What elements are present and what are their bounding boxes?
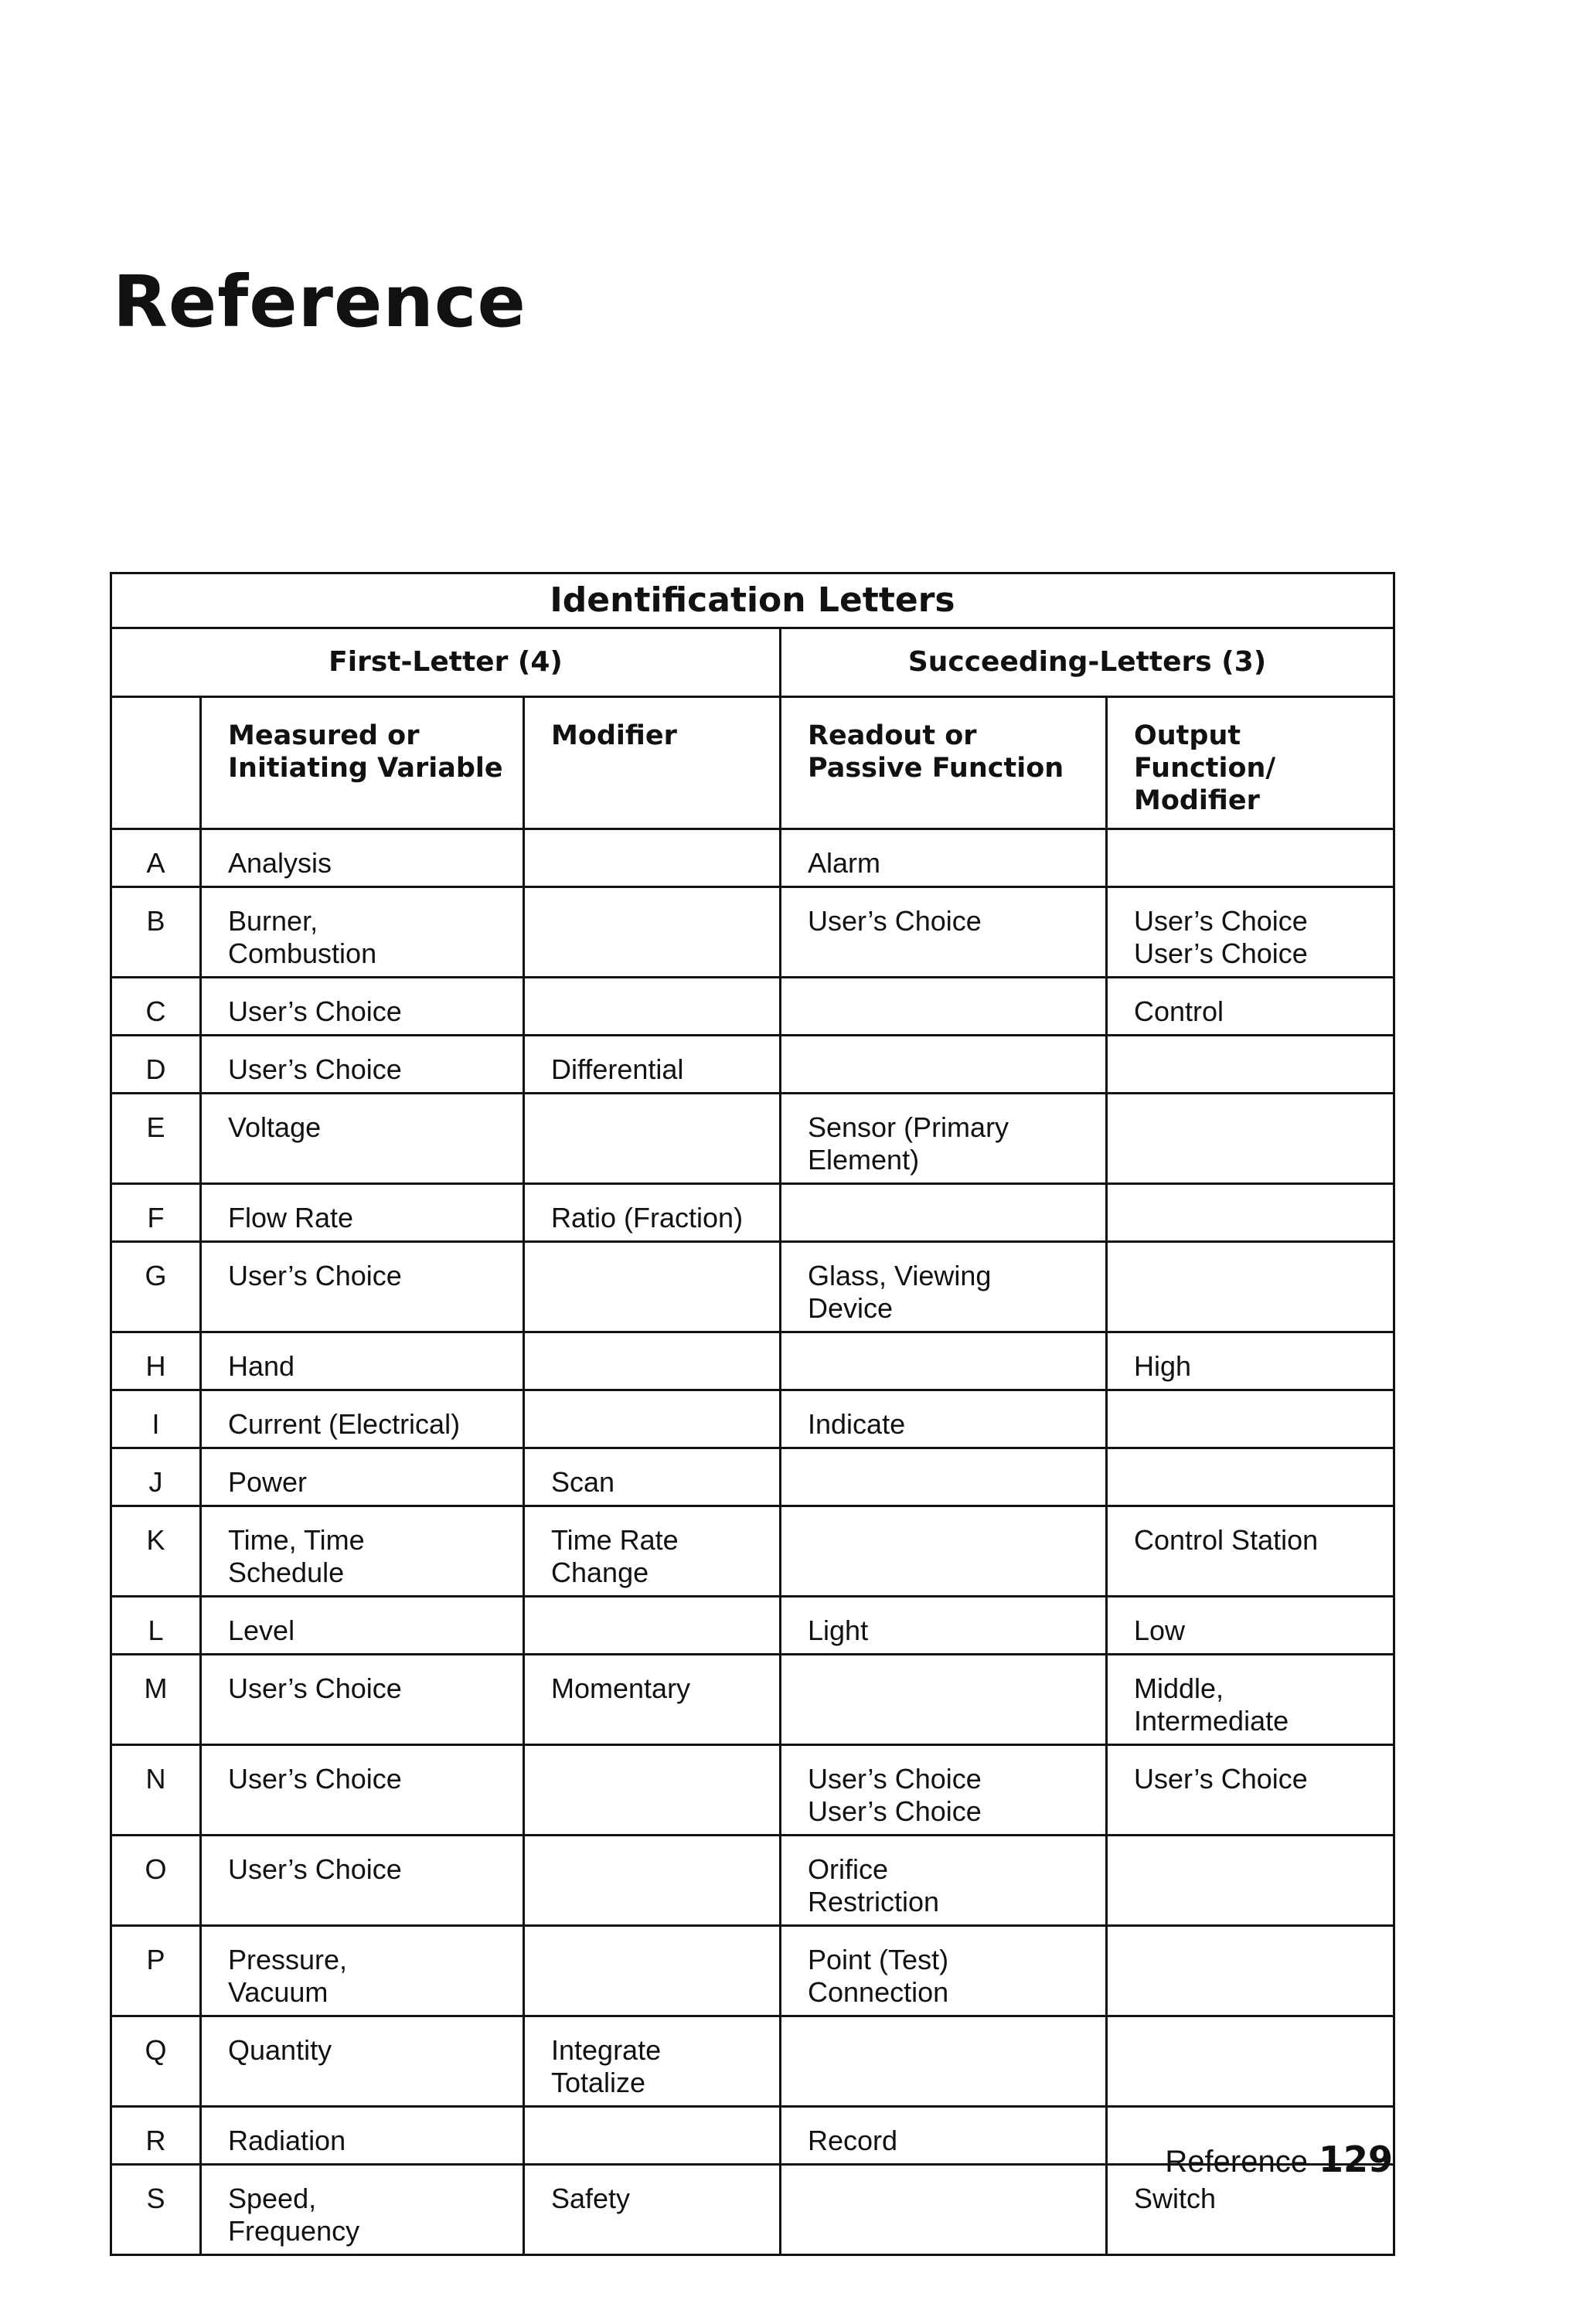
cell-measured-variable: Power	[201, 1448, 524, 1506]
cell-letter: H	[111, 1332, 201, 1390]
cell-letter: D	[111, 1036, 201, 1094]
cell-output-function: Switch	[1107, 2165, 1394, 2255]
cell-modifier	[524, 829, 781, 887]
table-row	[111, 978, 1394, 1036]
cell-letter: B	[111, 887, 201, 978]
cell-modifier	[524, 978, 781, 1036]
cell-readout	[781, 978, 1107, 1036]
cell-output-function	[1107, 1926, 1394, 2016]
cell-modifier	[524, 887, 781, 978]
cell-modifier: Ratio (Fraction)	[524, 1184, 781, 1242]
table-row	[111, 1390, 1394, 1448]
cell-readout	[781, 1506, 1107, 1597]
cell-modifier	[524, 1597, 781, 1655]
table-row	[111, 1036, 1394, 1094]
cell-modifier: Differential	[524, 1036, 781, 1094]
cell-letter: J	[111, 1448, 201, 1506]
cell-readout	[781, 1448, 1107, 1506]
cell-modifier: Integrate Totalize	[524, 2016, 781, 2107]
page-footer	[1165, 2141, 1393, 2180]
cell-measured-variable: User’s Choice	[201, 1745, 524, 1836]
cell-letter: N	[111, 1745, 201, 1836]
table-row	[111, 1926, 1394, 2016]
cell-output-function	[1107, 1448, 1394, 1506]
table-row	[111, 887, 1394, 978]
cell-output-function: Control	[1107, 978, 1394, 1036]
table-row	[111, 1332, 1394, 1390]
cell-output-function	[1107, 1184, 1394, 1242]
table-caption: Identification Letters	[111, 573, 1394, 628]
cell-output-function: User’s Choice User’s Choice	[1107, 887, 1394, 978]
group-header-succeeding-letters: Succeeding-Letters (3)	[781, 628, 1394, 697]
cell-readout: Glass, Viewing Device	[781, 1242, 1107, 1332]
cell-modifier	[524, 1926, 781, 2016]
table-row	[111, 1597, 1394, 1655]
cell-readout	[781, 1184, 1107, 1242]
page-number: 129	[1318, 2139, 1393, 2180]
cell-modifier: Momentary	[524, 1655, 781, 1745]
cell-readout	[781, 1036, 1107, 1094]
cell-letter: E	[111, 1094, 201, 1184]
column-header-readout: Readout or Passive Function	[781, 697, 1107, 829]
cell-letter: I	[111, 1390, 201, 1448]
identification-letters-table	[110, 572, 1395, 2256]
cell-modifier	[524, 1332, 781, 1390]
table-row	[111, 1506, 1394, 1597]
column-header-modifier: Modifier	[524, 697, 781, 829]
cell-measured-variable: Analysis	[201, 829, 524, 887]
table-row	[111, 1745, 1394, 1836]
cell-readout: Alarm	[781, 829, 1107, 887]
cell-output-function: Middle, Intermediate	[1107, 1655, 1394, 1745]
column-header-measured-variable: Measured or Initiating Variable	[201, 697, 524, 829]
table-row	[111, 1094, 1394, 1184]
cell-output-function: High	[1107, 1332, 1394, 1390]
cell-modifier	[524, 2107, 781, 2165]
cell-letter: F	[111, 1184, 201, 1242]
cell-modifier: Time Rate Change	[524, 1506, 781, 1597]
cell-readout	[781, 1655, 1107, 1745]
table-row	[111, 2016, 1394, 2107]
table-row	[111, 1242, 1394, 1332]
cell-measured-variable: Level	[201, 1597, 524, 1655]
table-body	[111, 829, 1394, 2255]
cell-readout: User’s Choice	[781, 887, 1107, 978]
cell-measured-variable: Hand	[201, 1332, 524, 1390]
cell-output-function	[1107, 1836, 1394, 1926]
cell-measured-variable: User’s Choice	[201, 1242, 524, 1332]
cell-measured-variable: User’s Choice	[201, 1655, 524, 1745]
cell-letter: P	[111, 1926, 201, 2016]
cell-readout: Sensor (Primary Element)	[781, 1094, 1107, 1184]
cell-letter: S	[111, 2165, 201, 2255]
cell-output-function: Control Station	[1107, 1506, 1394, 1597]
table-row	[111, 1655, 1394, 1745]
cell-letter: A	[111, 829, 201, 887]
cell-output-function	[1107, 1242, 1394, 1332]
cell-letter: G	[111, 1242, 201, 1332]
table-row	[111, 1184, 1394, 1242]
cell-measured-variable: User’s Choice	[201, 1836, 524, 1926]
cell-readout: Orifice Restriction	[781, 1836, 1107, 1926]
footer-section-label: Reference	[1165, 2145, 1308, 2179]
group-header-first-letter: First-Letter (4)	[111, 628, 781, 697]
cell-modifier	[524, 1390, 781, 1448]
table-row	[111, 829, 1394, 887]
cell-measured-variable: Flow Rate	[201, 1184, 524, 1242]
cell-letter: Q	[111, 2016, 201, 2107]
cell-letter: C	[111, 978, 201, 1036]
table-row	[111, 1836, 1394, 1926]
cell-output-function	[1107, 1094, 1394, 1184]
cell-readout: Indicate	[781, 1390, 1107, 1448]
cell-measured-variable: Quantity	[201, 2016, 524, 2107]
cell-readout: Light	[781, 1597, 1107, 1655]
table-row	[111, 1448, 1394, 1506]
page-title: Reference	[113, 260, 526, 343]
cell-letter: R	[111, 2107, 201, 2165]
cell-readout	[781, 2016, 1107, 2107]
cell-modifier: Safety	[524, 2165, 781, 2255]
cell-output-function	[1107, 2016, 1394, 2107]
cell-modifier	[524, 1745, 781, 1836]
cell-letter: O	[111, 1836, 201, 1926]
cell-output-function	[1107, 829, 1394, 887]
cell-measured-variable: Pressure, Vacuum	[201, 1926, 524, 2016]
cell-modifier	[524, 1242, 781, 1332]
cell-letter: M	[111, 1655, 201, 1745]
cell-readout: Point (Test) Connection	[781, 1926, 1107, 2016]
cell-measured-variable: Current (Electrical)	[201, 1390, 524, 1448]
cell-measured-variable: Speed, Frequency	[201, 2165, 524, 2255]
column-header-output-function: Output Function/ Modifier	[1107, 697, 1394, 829]
cell-output-function: User’s Choice	[1107, 1745, 1394, 1836]
cell-readout	[781, 1332, 1107, 1390]
cell-letter: L	[111, 1597, 201, 1655]
cell-measured-variable: User’s Choice	[201, 1036, 524, 1094]
cell-letter: K	[111, 1506, 201, 1597]
cell-readout	[781, 2165, 1107, 2255]
cell-measured-variable: Radiation	[201, 2107, 524, 2165]
cell-output-function: Low	[1107, 1597, 1394, 1655]
cell-measured-variable: User’s Choice	[201, 978, 524, 1036]
cell-output-function	[1107, 1390, 1394, 1448]
cell-output-function	[1107, 1036, 1394, 1094]
cell-modifier: Scan	[524, 1448, 781, 1506]
cell-modifier	[524, 1094, 781, 1184]
cell-measured-variable: Voltage	[201, 1094, 524, 1184]
cell-readout: Record	[781, 2107, 1107, 2165]
cell-modifier	[524, 1836, 781, 1926]
column-header-letter	[111, 697, 201, 829]
cell-readout: User’s Choice User’s Choice	[781, 1745, 1107, 1836]
cell-measured-variable: Time, Time Schedule	[201, 1506, 524, 1597]
cell-measured-variable: Burner, Combustion	[201, 887, 524, 978]
